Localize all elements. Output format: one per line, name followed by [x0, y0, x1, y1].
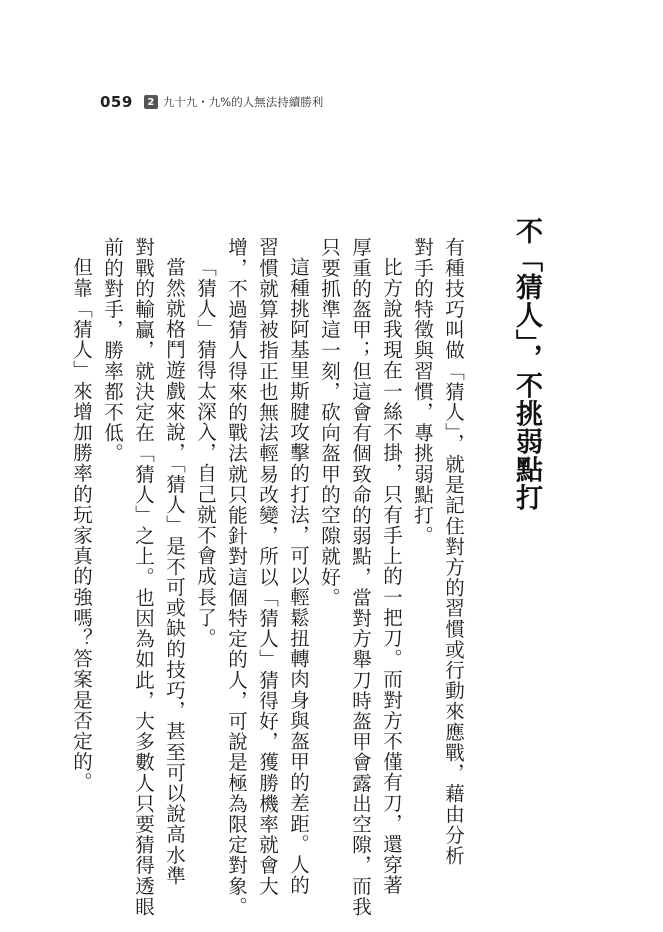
body-line: 厚重的盔甲；但這會有個致命的弱點，當對方舉刀時盔甲會露出空隙，而我 — [349, 237, 372, 917]
chapter-number-badge: 2 — [144, 95, 158, 109]
body-line: 「猜人」猜得太深入，自己就不會成長了。 — [194, 256, 217, 648]
body-line: 當然就格鬥遊戲來說，「猜人」是不可或缺的技巧，甚至可以說高水準 — [163, 256, 186, 886]
section-heading: 不「猜人」，不挑弱點打 — [511, 217, 542, 512]
body-line: 增，不過猜人得來的戰法就只能針對這個特定的人，可說是極為限定對象。 — [225, 237, 248, 917]
body-line: 對手的特徵與習慣，專挑弱點打。 — [411, 237, 434, 546]
body-line: 但靠「猜人」來增加勝率的玩家真的強嗎？答案是否定的。 — [70, 256, 93, 793]
running-header — [100, 92, 323, 112]
body-line: 這種挑阿基里斯腱攻擊的打法，可以輕鬆扭轉肉身與盔甲的差距。人的 — [287, 256, 310, 896]
body-line: 對戰的輸贏，就決定在「猜人」之上。也因為如此，大多數人只要猜得透眼 — [132, 237, 155, 917]
body-text — [70, 237, 469, 917]
body-line: 只要抓準這一刻，砍向盔甲的空隙就好。 — [318, 237, 341, 608]
body-line: 有種技巧叫做「猜人」，就是記住對方的習慣或行動來應戰，藉由分析 — [442, 237, 465, 866]
body-line: 前的對手，勝率都不低。 — [101, 237, 124, 464]
chapter-title: 九十九・九%的人無法持續勝利 — [162, 95, 324, 109]
body-line: 習慣就算被指正也無法輕易改變，所以「猜人」猜得好，獲勝機率就會大 — [256, 237, 279, 897]
body-line: 比方說我現在一絲不掛，只有手上的一把刀。而對方不僅有刀，還穿著 — [380, 256, 403, 896]
page-number: 059 — [100, 93, 133, 111]
